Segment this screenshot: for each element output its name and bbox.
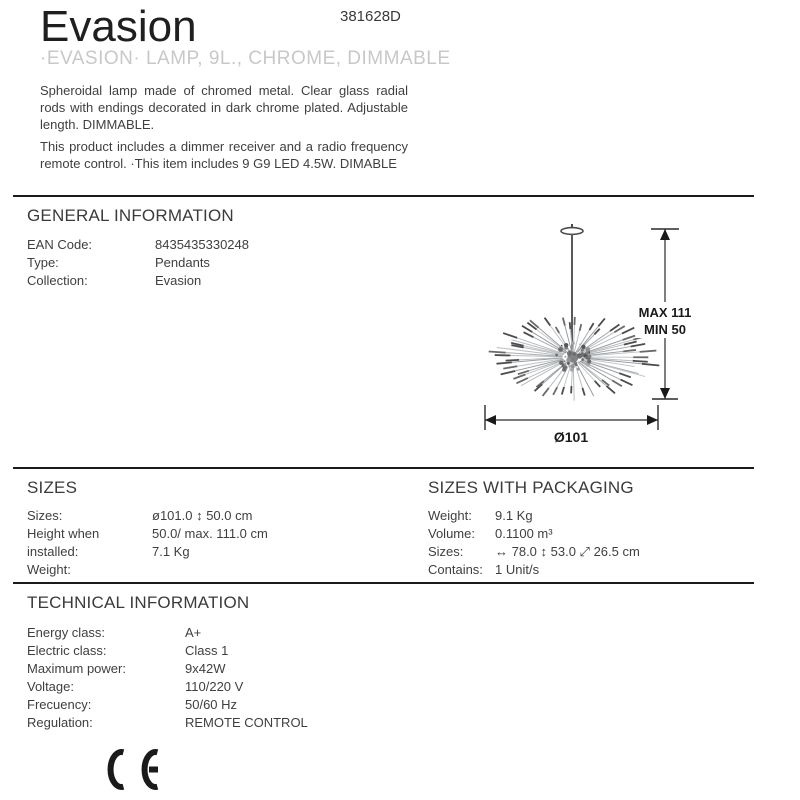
row-label: EAN Code: (27, 237, 93, 252)
lamp-technical-drawing (455, 222, 755, 452)
table-row (428, 561, 640, 579)
row-value: REMOTE CONTROL (185, 715, 308, 730)
row-label: Voltage: (27, 679, 74, 694)
row-value: A+ (185, 625, 202, 640)
row-value: Class 1 (185, 643, 229, 658)
general-information-table (27, 236, 249, 290)
row-label: Contains: (428, 562, 483, 577)
row-label: Frecuency: (27, 697, 92, 712)
table-row (428, 507, 640, 525)
sizes-labels-column (27, 507, 149, 579)
table-row (428, 525, 640, 543)
row-value: 8435435330248 (155, 237, 249, 252)
ceiling-canopy-icon (561, 224, 583, 355)
table-row (428, 543, 640, 561)
table-row (27, 236, 249, 254)
diameter-label: Ø101 (553, 429, 589, 445)
section-divider (13, 467, 754, 469)
text-line: Height when installed: (27, 526, 100, 559)
row-value: Pendants (155, 255, 210, 270)
technical-information-table (27, 624, 308, 732)
section-divider (13, 582, 754, 584)
row-label: Maximum power: (27, 661, 126, 676)
technical-information-heading: TECHNICAL INFORMATION (27, 593, 250, 612)
row-value: 0.1100 m³ (495, 526, 553, 541)
row-label: Regulation: (27, 715, 93, 730)
text-line: Sizes: (27, 508, 63, 523)
ce-mark-icon (100, 747, 172, 793)
text-line: 7.1 Kg (152, 544, 190, 559)
row-label: Collection: (27, 273, 88, 288)
height-dimension-line (636, 229, 694, 399)
section-divider (13, 195, 754, 197)
row-label: Type: (27, 255, 59, 270)
table-row (27, 272, 249, 290)
table-row (27, 696, 308, 714)
row-label: Energy class: (27, 625, 106, 640)
row-value: 9x42W (185, 661, 226, 676)
sizes-values-column (152, 507, 392, 561)
text-line: ø101.0 ↕ 50.0 cm (152, 508, 253, 523)
min-height-label: MIN 50 (644, 322, 686, 337)
row-value: Evasion (155, 273, 202, 288)
sizes-with-packaging-table (428, 507, 640, 579)
row-value: 110/220 V (185, 679, 244, 694)
product-description-2: This product includes a dimmer receiver and a radio frequency remote control. ·This item includes 9 G9 LED 4.5W. DIMABLE (40, 139, 408, 171)
page-title: Evasion (40, 2, 197, 51)
row-label: Volume: (428, 526, 475, 541)
starburst-lamp-body (489, 317, 660, 401)
product-description-1: Spheroidal lamp made of chromed metal. Clear glass radial rods with endings decorated in dark chrome plated. Adjustable length. DIMMABLE. (40, 83, 408, 132)
row-label: Weight: (428, 508, 472, 523)
product-code: 381628D (340, 8, 401, 25)
table-row (27, 660, 308, 678)
product-subtitle: ·EVASION· LAMP, 9L., CHROME, DIMMABLE (40, 48, 451, 69)
row-label: Electric class: (27, 643, 107, 658)
sizes-with-packaging-heading: SIZES WITH PACKAGING (428, 478, 634, 497)
row-value: 50/60 Hz (185, 697, 238, 712)
table-row (27, 624, 308, 642)
row-label: Sizes: (428, 544, 464, 559)
text-line: 50.0/ max. 111.0 cm (152, 526, 268, 541)
text-line: Weight: (27, 562, 71, 577)
max-height-label: MAX 111 (638, 305, 692, 320)
diameter-dimension-line (485, 405, 658, 445)
row-value: ↔ 78.0 ↕ 53.0 ⤢ 26.5 cm (495, 544, 640, 559)
table-row (27, 254, 249, 272)
table-row (27, 642, 308, 660)
table-row (27, 678, 308, 696)
general-information-heading: GENERAL INFORMATION (27, 206, 234, 225)
sizes-heading: SIZES (27, 478, 78, 497)
row-value: 1 Unit/s (495, 562, 540, 577)
row-value: 9.1 Kg (495, 508, 533, 523)
table-row (27, 714, 308, 732)
